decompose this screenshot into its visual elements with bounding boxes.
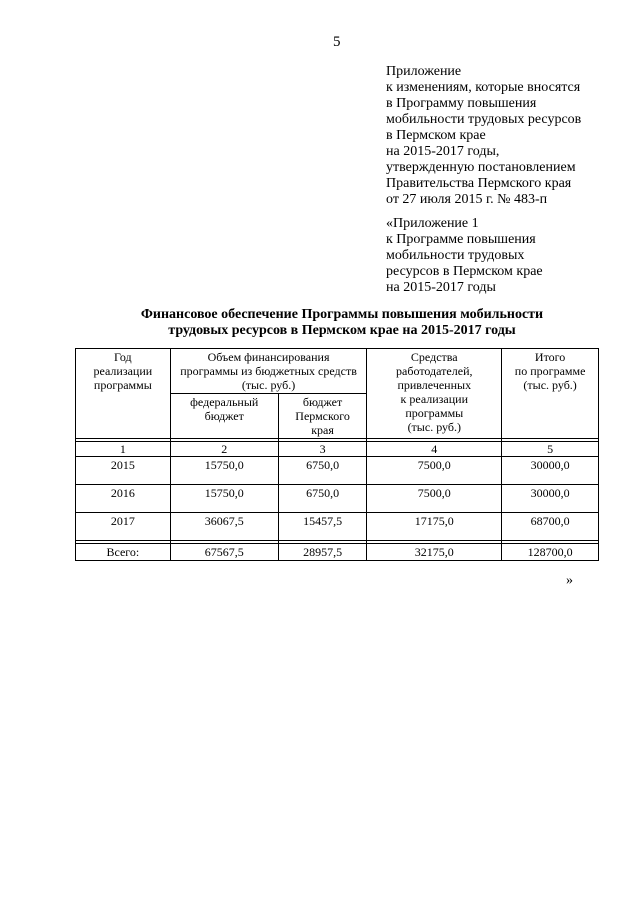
column-numbers-row [76,442,599,457]
appendix-header [386,64,581,208]
column-number: 4 [367,442,502,457]
page-number: 5 [333,34,341,50]
table-row [76,513,599,541]
appendix-original [386,216,543,296]
appendix-header-line: в Пермском крае [386,128,486,143]
cell-federal: 15750,0 [170,485,278,513]
cell-total: 30000,0 [502,485,599,513]
appendix-header-line: на 2015-2017 годы, [386,144,500,159]
table-row [76,457,599,485]
cell-total: 68700,0 [502,513,599,541]
cell-federal: 15750,0 [170,457,278,485]
header-federal: федеральный бюджет [170,394,278,439]
cell-federal: 36067,5 [170,513,278,541]
appendix-original-line: «Приложение 1 [386,216,479,231]
cell-total: 128700,0 [502,544,599,561]
column-number: 5 [502,442,599,457]
title-line: Финансовое обеспечение Программы повышения мобильности [140,307,544,322]
financing-table [75,348,599,561]
appendix-header-line: к изменениям, которые вносятся [386,80,581,95]
cell-employers: 7500,0 [367,485,502,513]
appendix-header-line: Приложение [386,64,462,79]
table-total-row [76,544,599,561]
appendix-header-line: Правительства Пермского края [386,176,572,191]
cell-total: 30000,0 [502,457,599,485]
header-budget-group: Объем финансирования программы из бюджетных средств (тыс. руб.) [170,349,367,394]
cell-total-label: Всего: [76,544,171,561]
appendix-original-line: на 2015-2017 годы [386,280,496,295]
cell-regional: 6750,0 [278,485,367,513]
column-number: 1 [76,442,171,457]
column-number: 3 [278,442,367,457]
cell-federal: 67567,5 [170,544,278,561]
header-employers: Средства работодателей, привлеченных к реализации программы (тыс. руб.) [367,349,502,439]
cell-employers: 32175,0 [367,544,502,561]
cell-regional: 15457,5 [278,513,367,541]
table-row [76,485,599,513]
document-title [72,307,612,339]
header-total: Итого по программе (тыс. руб.) [502,349,599,439]
cell-regional: 28957,5 [278,544,367,561]
column-number: 2 [170,442,278,457]
appendix-header-line: мобильности трудовых ресурсов [386,112,582,127]
closing-quote: » [566,573,573,588]
cell-employers: 17175,0 [367,513,502,541]
appendix-original-line: ресурсов в Пермском крае [386,264,543,279]
cell-employers: 7500,0 [367,457,502,485]
table-header-row [76,349,599,394]
appendix-header-line: утвержденную постановлением [386,160,576,175]
title-line: трудовых ресурсов в Пермском крае на 2015-2017 годы [168,323,516,338]
header-year: Год реализации программы [76,349,171,439]
appendix-original-line: мобильности трудовых [386,248,525,263]
cell-regional: 6750,0 [278,457,367,485]
appendix-header-line: от 27 июля 2015 г. № 483-п [386,192,548,207]
appendix-original-line: к Программе повышения [386,232,536,247]
appendix-header-line: в Программу повышения [386,96,537,111]
header-regional: бюджет Пермского края [278,394,367,439]
cell-year: 2015 [76,457,171,485]
cell-year: 2016 [76,485,171,513]
cell-year: 2017 [76,513,171,541]
